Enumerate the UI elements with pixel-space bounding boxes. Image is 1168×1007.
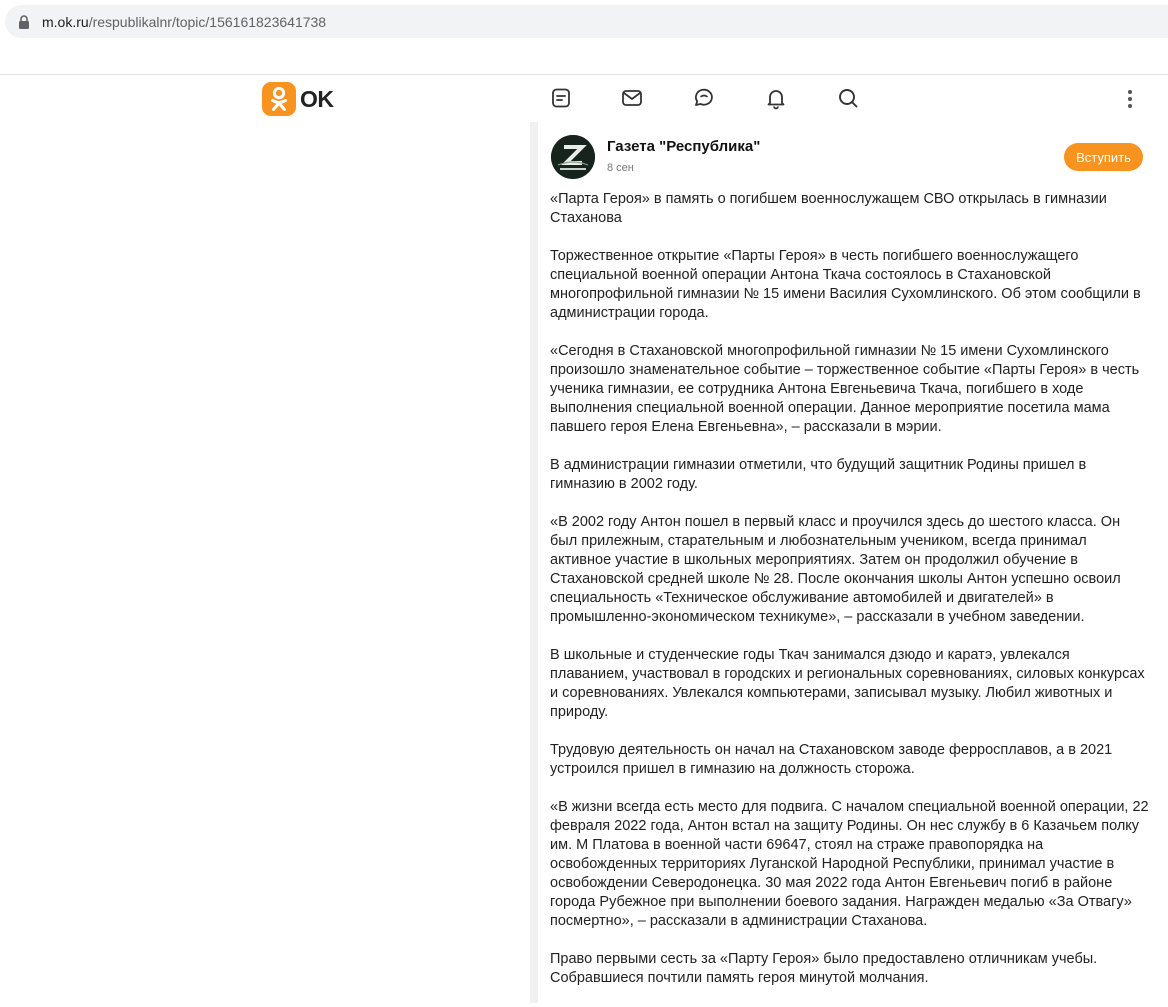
- post-paragraph: Право первыми сесть за «Парту Героя» было предоставлено отличникам учебы. Собравшиеся почтили память героя минутой молчания.: [550, 951, 1098, 986]
- chat-icon[interactable]: [692, 86, 716, 110]
- post-paragraph: «В 2002 году Антон пошел в первый класс и проучился здесь до шестого класса. Он был прилежным, старательным и любознательным учеником, всегда принимал активное участие в школьных мероприятиях. Затем он продолжил обучение в Стахановской средней школе № 28. После окончания школы Антон успешно освоил специальность «Техническое обслуживание автомобилей и двигателей» в промышленно-экономическом техникуме», – рассказали в учебном заведении.: [550, 514, 1121, 625]
- url-text[interactable]: [42, 13, 326, 31]
- post-paragraph: Торжественное открытие «Парты Героя» в честь погибшего военнослужащего специальной военной операции Антона Ткача состоялось в Стахановской многопрофильной гимназии № 15 имени Василия Сухомлинского. Об этом сообщили в администрации города.: [550, 248, 1141, 321]
- post-paragraph: «Сегодня в Стахановской многопрофильной гимназии № 15 имени Сухомлинского произошло знаменательное событие – торжественное событие «Парты Героя» в честь ученика гимназии, ее сотрудника Антона Евгеньевича Ткача, погибшего в ходе выполнения специальной военной операции. Данное мероприятие посетила мама павшего героя Елена Евгеньевна», – рассказали в мэрии.: [550, 343, 1140, 435]
- post-paragraph: Трудовую деятельность он начал на Стахановском заводе ферросплавов, а в 2021 устроился пришел в гимназию на должность сторожа.: [550, 742, 1113, 777]
- lock-icon: [18, 15, 30, 29]
- post-paragraph: В администрации гимназии отметили, что будущий защитник Родины пришел в гимназию в 2002 году.: [550, 457, 1087, 492]
- mail-icon[interactable]: [620, 86, 644, 110]
- header-divider: [0, 74, 1168, 75]
- search-icon[interactable]: [836, 86, 860, 110]
- post-card: [538, 122, 1160, 1003]
- join-button[interactable]: Вступить: [1064, 143, 1143, 171]
- post-date: 8 сен: [607, 162, 634, 174]
- group-name-link[interactable]: Газета "Республика": [607, 138, 761, 155]
- more-vertical-icon[interactable]: [1124, 88, 1136, 110]
- post-paragraph: «Парта Героя» в память о погибшем военнослужащем СВО открылась в гимназии Стаханова: [550, 191, 1107, 226]
- url-host: m.ok.ru: [42, 14, 89, 30]
- ok-logo[interactable]: [262, 82, 334, 116]
- post-paragraph: В школьные и студенческие годы Ткач занимался дзюдо и каратэ, увлекался плаванием, участвовал в городских и региональных соревнованиях, силовых конкурсах и соревнованиях. Увлекался компьютерами, записывал музыку. Любил животных и природу.: [550, 647, 1145, 720]
- browser-toolbar: [0, 0, 1168, 44]
- group-avatar[interactable]: [551, 135, 595, 179]
- ok-logo-icon: [262, 82, 296, 116]
- address-bar[interactable]: [5, 5, 1168, 38]
- url-path: /respublikalnr/topic/156161823641738: [88, 14, 327, 30]
- bell-icon[interactable]: [764, 86, 788, 110]
- logo-text: OK: [300, 85, 334, 112]
- feed-gutter: [530, 122, 538, 1003]
- post-paragraph: «В жизни всегда есть место для подвига. С началом специальной военной операции, 22 февраля 2022 года, Антон встал на защиту Родины. Он нес службу в 6 Казачьем полку им. М Платова в военной части 69647, стоял на страже правопорядка на освобожденных территориях Луганской Народной Республики, принимал участие в освобождении Северодонецка. 30 мая 2022 года Антон Евгеньевич погиб в районе города Рубежное при выполнении боевого задания. Награжден медалью «За Отвагу» посмертно», – рассказали в администрации Стаханова.: [550, 799, 1149, 929]
- post-text: [550, 190, 1150, 1007]
- feed-icon[interactable]: [549, 86, 573, 110]
